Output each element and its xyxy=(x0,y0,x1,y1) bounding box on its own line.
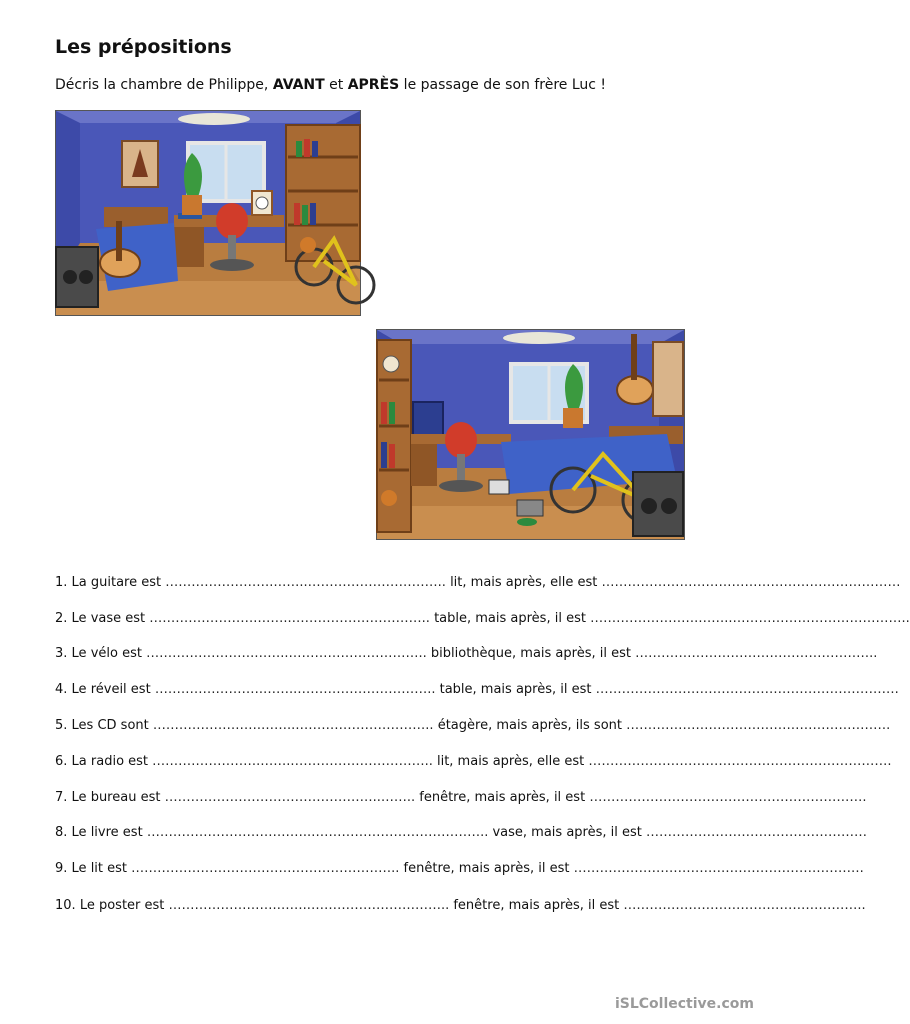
exercise-middle: vase, mais après, il est xyxy=(488,825,642,840)
exercise-middle: étagère, mais après, ils sont xyxy=(433,718,622,733)
answer-blank-1[interactable]: …………………….……..………………………….. xyxy=(149,611,430,626)
exercise-subject: Le vélo est xyxy=(71,646,142,661)
exercise-subject: La radio est xyxy=(71,754,149,769)
exercise-4 xyxy=(55,682,899,697)
exercise-3 xyxy=(55,646,877,661)
instruction-text xyxy=(55,77,606,93)
answer-blank-1[interactable]: ………………………………..………………………………….. xyxy=(146,825,489,840)
watermark: iSLCollective.com xyxy=(614,996,754,1012)
exercise-subject: Le livre est xyxy=(71,825,143,840)
exercise-2 xyxy=(55,611,910,626)
exercise-number: 7. xyxy=(55,790,68,805)
answer-blank-2[interactable]: ……………………………………………………………. xyxy=(595,682,899,697)
exercise-middle: table, mais après, il est xyxy=(429,611,586,626)
answer-blank-2[interactable]: ……………………………………………………. xyxy=(626,718,891,733)
exercise-middle: lit, mais après, elle est xyxy=(432,754,585,769)
answer-blank-2[interactable]: ………………………………………………………. xyxy=(589,790,867,805)
intro-avant: AVANT xyxy=(272,77,325,93)
intro-middle: et xyxy=(324,77,348,93)
exercise-number: 3. xyxy=(55,646,68,661)
exercise-subject: Le poster est xyxy=(79,898,165,913)
room-before-image xyxy=(55,110,361,316)
exercise-subject: Le réveil est xyxy=(71,682,151,697)
intro-apres: APRÈS xyxy=(347,77,400,93)
answer-blank-2[interactable]: …………………………………………… xyxy=(646,825,867,840)
answer-blank-1[interactable]: …………………….……..………………………….. xyxy=(152,754,433,769)
exercise-8 xyxy=(55,825,867,840)
exercise-10 xyxy=(55,898,866,913)
answer-blank-1[interactable]: …………………….……..………………………….. xyxy=(152,718,434,733)
exercise-subject: Le vase est xyxy=(71,611,146,626)
exercise-number: 1. xyxy=(55,575,68,590)
exercise-subject: Le lit est xyxy=(71,861,128,876)
exercise-number: 4. xyxy=(55,682,68,697)
answer-blank-2[interactable]: …………………….……..………………………………….. xyxy=(590,611,910,626)
exercise-middle: bibliothèque, mais après, il est xyxy=(426,646,631,661)
answer-blank-1[interactable]: …………………….……..………………………….. xyxy=(146,646,427,661)
exercise-number: 8. xyxy=(55,825,68,840)
intro-after: le passage de son frère Luc ! xyxy=(399,77,607,93)
answer-blank-1[interactable]: …………………….……..………………………….. xyxy=(154,682,436,697)
exercise-number: 2. xyxy=(55,611,68,626)
exercise-middle: fenêtre, mais après, il est xyxy=(399,861,570,876)
answer-blank-1[interactable]: …………………….……..………………………….. xyxy=(168,898,450,913)
exercise-middle: fenêtre, mais après, il est xyxy=(449,898,620,913)
exercise-subject: La guitare est xyxy=(71,575,162,590)
exercise-1 xyxy=(55,575,900,590)
exercise-number: 10. xyxy=(55,898,76,913)
answer-blank-2[interactable]: ……………………………………………………………. xyxy=(588,754,892,769)
exercise-middle: fenêtre, mais après, il est xyxy=(415,790,586,805)
answer-blank-1[interactable]: …………………….……..………………………….. xyxy=(165,575,446,590)
exercise-7 xyxy=(55,790,866,805)
exercise-subject: Le bureau est xyxy=(71,790,161,805)
exercise-number: 6. xyxy=(55,754,68,769)
exercise-middle: lit, mais après, elle est xyxy=(445,575,598,590)
answer-blank-1[interactable]: …………………………………………..…….. xyxy=(164,790,416,805)
intro-before: Décris la chambre de Philippe, xyxy=(55,77,273,93)
answer-blank-2[interactable]: …………………………………………………………… xyxy=(601,575,901,590)
room-after-image xyxy=(376,329,685,540)
exercise-6 xyxy=(55,754,892,769)
answer-blank-1[interactable]: …………………………………………………….. xyxy=(131,861,400,876)
answer-blank-2[interactable]: ……………………………………………….. xyxy=(623,898,866,913)
page-title: Les prépositions xyxy=(55,36,232,58)
exercise-subject: Les CD sont xyxy=(71,718,149,733)
exercise-5 xyxy=(55,718,890,733)
exercise-middle: table, mais après, il est xyxy=(435,682,592,697)
exercise-number: 9. xyxy=(55,861,68,876)
exercise-9 xyxy=(55,861,864,876)
answer-blank-2[interactable]: ……………………………………………….. xyxy=(635,646,878,661)
exercise-number: 5. xyxy=(55,718,68,733)
answer-blank-2[interactable]: …………………………………………………………. xyxy=(573,861,864,876)
